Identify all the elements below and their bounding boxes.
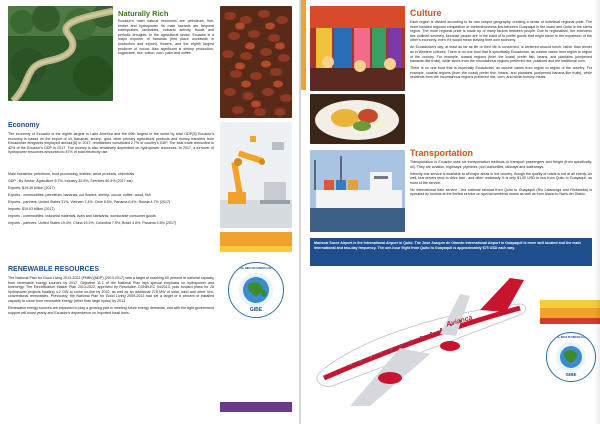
logo-abbr: GIBE [249,307,263,313]
airline-livery-text: Avianca [445,314,474,329]
renewable-title: RENEWABLE RESOURCES [8,266,100,273]
renewable-paragraph: Renewable energy sources are expected to play a growing part in meeting future energy demands, and with the tight government support will boost yearly and Ecuador's dependence on imported fossil fuels. [8,305,214,315]
transportation-text [410,160,592,199]
culture-paragraph: There is no one food that is especially Ecuadorian, as cuisine varies from region to region of the country. For example, coastal regions (from the coast) prefer fish, beans, and plantains (unripened banana-like fruits), while residents from the mountainous regions preferred rice, corn, and white-hominy meats. [410,66,592,80]
logo-abbr: GIBE [565,372,577,377]
culture-paragraph: Each region is divided according to its own unique geography, creating a sense of individual regional pride. The more isolated regional competition or contentiousness lies between Guayaquil in the coast and Quito in the sierra region. The more regional pride is made up of many factors between people. Due to regionalism, the economic ties outlined severely, because people are in the habit of to prefer goods that might travel to the expansion of the other's economy, even if it would mean leaving their own economy. [410,20,592,43]
airplane-photo [310,274,532,414]
airport-caption: Mariscal Sucre Airport is the International Airport in Quito. The José Joaquín de Olmedo International Airport in Guayaquil is more well located and the main international and two-day frequency. The one-hour flight from Quito to Guayaquil is approximately $75 USD each way. [310,238,592,266]
naturally-rich-title: Naturally Rich [118,9,169,18]
coffee-beans-photo [220,6,292,118]
transportation-paragraph: No international train service - the national railroad from Quito to Guayaquil (Rio Latacunga and Riobamba) is operated by tourists at the limited service on special weekend routes as well as from Alausi to Naris del Diablo. [410,187,592,197]
decor-stripe-red [540,318,600,324]
economy-fact: Exports: $19.36 billion (2017) [8,185,55,190]
decor-stripe-yellow [220,246,292,252]
food-dish-photo [310,94,405,144]
transportation-title: Transportation [410,148,474,158]
economy-fact: Imports - partners: United States 19.4%, China 19.1%, Colombia 7.9%, Brazil 4.8%, Panama 4.6% (2017) [8,220,177,225]
economy-fact: Exports - commodities: petroleum, bananas, cut flowers, shrimp, cocoa, coffee, wood, fish [8,192,151,197]
transportation-paragraph: Intercity bus service is available to all major areas in the country, though the quality of roads is not at all evenly. As well, bus drivers tend to drive fast - and often recklessly. It is only $1.00 USD to bus from Quito to Guayaquil, as most of the service. [410,171,592,185]
economy-facts [8,172,214,228]
page-fold [299,0,301,424]
economy-fact: Imports: $19.03 billion (2017) [8,206,55,211]
economy-intro: The economy of Ecuador is the eighth largest in Latin America and the 69th largest in the world by total GDP.[5] Ecuador's economy is based on the export of oil, bananas, shrimp, gold, other primary agricultural products and money transfers from Ecuadorian emigrants employed abroad.[6] In 2017, remittances constituted 2.7% of country's GDP. The total trade amounted to 42% of the Ecuador's GDP in 2017. The country is also tentatively dependent on hydropower resources. In 2017, a turnover of hydropower resources amounted to 87% of total electricity use. [8,132,214,155]
decor-stripe-orange [220,232,292,246]
renewable-paragraph: The National Plan for Good Living 2013-2022 (PNBV)(NDP) (2013-2017) sets a target of reaching 60 percent of national capacity from renewable energy sources by 2017. Objective 11.1 of the National Plan lays special emphasis on hydropower and bioenergy. The Electrification Master Plan 2013-2022, approved by Resolution CONELEC 04/2013, puts forward plans for 28 hydropower projects totalling 4.2 GW to come on-line by 2022, as well as an additional 278 MW of solar, wind and other non-conventional renewables. Previously, the National Plan for Good Living 2009-2013 had set a target of 6 percent of installed capacity to come from renewable energy (other than large hydro) by 2013. [8,276,214,303]
culture-text [410,20,592,82]
page-edge-shadow [594,0,600,424]
transportation-paragraph: Transportation in Ecuador uses six transportation methods to transport passengers and freight (from specifically, oil). They are aviation, highways, pipelines, port authorities, railways and waterways. [410,160,592,169]
logo-ring-text: GLOBAL INDIA BUSINESS EXPRESS [550,336,592,339]
economy-fact: Imports - commodities: industrial materials, fuels and lubricants, nondurable consumer goods [8,213,156,218]
culture-title: Culture [410,8,442,18]
economy-fact: Main industries: petroleum, food processing, textiles, wood products, chemicals [8,172,135,176]
gibe-logo [228,262,284,318]
renewable-text [8,276,214,318]
industry-robot-photo [220,122,292,228]
decor-stripe-yellow [540,300,600,308]
decor-stripe-orange [540,308,600,318]
economy-title: Economy [8,122,40,129]
naturally-rich-text: Ecuador's main natural resources are petroleum, fish, timber and hydropower. Its main hazards are frequent earthquakes, landslides, volcanic activity, floods and periodic droughts. In the agricultural sector, Ecuador is a major exporter of bananas (first place worldwide in production and export), flowers, and the eighth largest producer of cocoa. Also significant is shrimp production, sugarcane, rice, cotton, corn, palm and coffee. [118,19,214,56]
right-page [300,0,600,424]
logo-ring-text: GLOBAL INDIA BUSINESS EXPRESS [233,267,279,270]
decor-stripe-purple [220,402,292,412]
river-jungle-photo [8,6,113,101]
economy-fact: GDP - By Sector: Agriculture 6.7%, industry 32.9%, Services 60.4% (2017 est) [8,178,133,183]
gibe-logo [546,332,596,382]
economy-fact: Exports - partners: United States 31%, Vietnam 7.4%, Chile 6.5%, Panama 6.4%, Russia 4.7% (2017) [8,199,171,204]
cargo-ship-photo [310,150,405,232]
culture-market-photo [310,6,405,91]
culture-paragraph: An Ecuadorian's day, at least as far as life or their life is concerned, is centered around lunch, rather than dinner as in Western cultures. There is no one food that is specifically Ecuadorian, as cuisine varies from region to region of the country. For example, coastal regions (from the coast) prefer fish, beans, and plantains (unripened bananas-like fruits), while sierra from the mountainous regions preferred rice, potatoes and the traditional corn. [410,45,592,64]
